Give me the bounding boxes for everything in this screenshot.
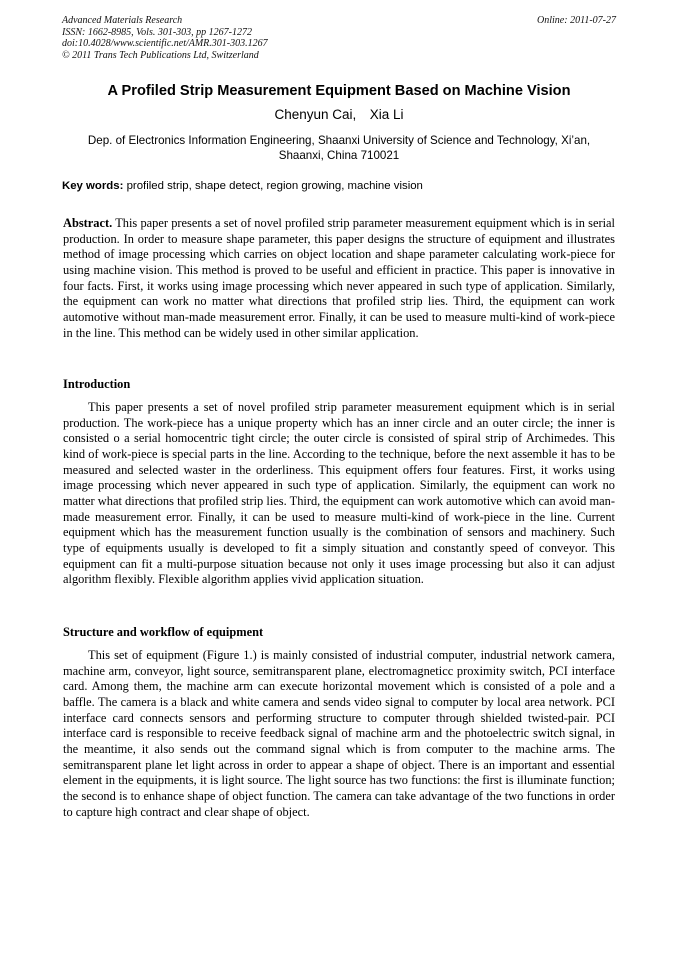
abstract <box>63 216 615 341</box>
structure-heading: Structure and workflow of equipment <box>63 625 264 639</box>
issn-line: ISSN: 1662-8985, Vols. 301-303, pp 1267-1272 <box>62 26 252 38</box>
keywords <box>62 180 616 192</box>
keywords-label: Key words: <box>62 180 124 192</box>
keywords-text: profiled strip, shape detect, region growing, machine vision <box>123 180 423 192</box>
introduction-paragraph: This paper presents a set of novel profiled strip parameter measurement equipment which is in serial production. The work-piece has a unique property which has an inner circle and an outer circle; the inner is consisted o a serial homocentric tight circle; the outer circle is consisted of spiral strip of Archimedes. This kind of work-piece is special parts in the line. According to the technique, before the next assemble it has to be measured and selected waster in the orderliness. This equipment offers four features. First, it works using image processing which never appeared in such type of application. Similarly, the equipment can work no matter what directions that profiled strip lies. Third, the equipment can work automotive which can avoid man-made measurement error. Finally, it can be used to measure multi-kind of work-piece in the line. Current equipment which has the measurement function usually is the combination of sensors and machinery. Such type of equipments usually is developed to fit a simply situation and constantly speed of conveyor. This equipment can fit a multi-purpose situation because not only it uses image processing but also it can adjust algorithm flexibly. Flexible algorithm applies vivid application situation. <box>63 400 615 587</box>
copyright-line: © 2011 Trans Tech Publications Ltd, Switzerland <box>62 49 259 61</box>
journal-name: Advanced Materials Research <box>62 15 183 26</box>
paper-authors: Chenyun Cai, Xia Li <box>274 107 404 122</box>
abstract-text: This paper presents a set of novel profiled strip parameter measurement equipment which is in serial production. In order to measure shape parameter, this paper designs the structure of equipment and illustrates method of image processing which carries on object location and shape parameter calculating work-piece for using machine vision. This method is proved to be useful and efficient in practice. This paper is innovative in four facts. First, it works using image processing which never appeared in such type of application. Similarly, the equipment can work no matter what directions that profiled strip lies. Third, the equipment can work automotive without man-made measurement error. Finally, it can be used to measure multi-kind of work-piece in the line. This method can be widely used in other similar application. <box>63 216 615 340</box>
introduction-section <box>63 400 615 588</box>
affiliation-line-2: Shaanxi, China 710021 <box>278 149 400 162</box>
affiliation-line-1: Dep. of Electronics Information Engineering, Shaanxi University of Science and Technology, Xi’an, <box>87 134 591 147</box>
structure-paragraph: This set of equipment (Figure 1.) is mainly consisted of industrial computer, industrial network camera, machine arm, conveyor, light source, semitransparent plane, electromagneticc proximity switch, PCI interface card. Among them, the machine arm can execute horizontal movement which is consisted of a pole and a baffle. The camera is a black and white camera and sends video signal to computer by local area network. PCI interface card connects sensors and performing structure to computer through shielded twisted-pair. PCI interface card is responsible to receive feedback signal of machine arm and the photoelectric switch signal, in the meantime, it also sends out the command signal which is from computer to the machine arms. The semitransparent plane let light across in order to appear a shape of object. There is an important and essential element in the equipments, it is light source. The light source has two functions: the first is illuminate function; the second is to enhance shape of object function. The camera can take advantage of the two functions in order to capture high contract and clear shape of object. <box>63 648 615 819</box>
structure-section <box>63 648 615 820</box>
doi-line[interactable]: doi:10.4028/www.scientific.net/AMR.301-303.1267 <box>62 38 268 49</box>
journal-header <box>62 15 616 61</box>
paper-title: A Profiled Strip Measurement Equipment Based on Machine Vision <box>107 83 571 99</box>
abstract-label: Abstract. <box>63 216 113 230</box>
introduction-heading: Introduction <box>63 377 131 391</box>
online-date: Online: 2011-07-27 <box>537 15 616 26</box>
affiliation <box>62 133 616 163</box>
